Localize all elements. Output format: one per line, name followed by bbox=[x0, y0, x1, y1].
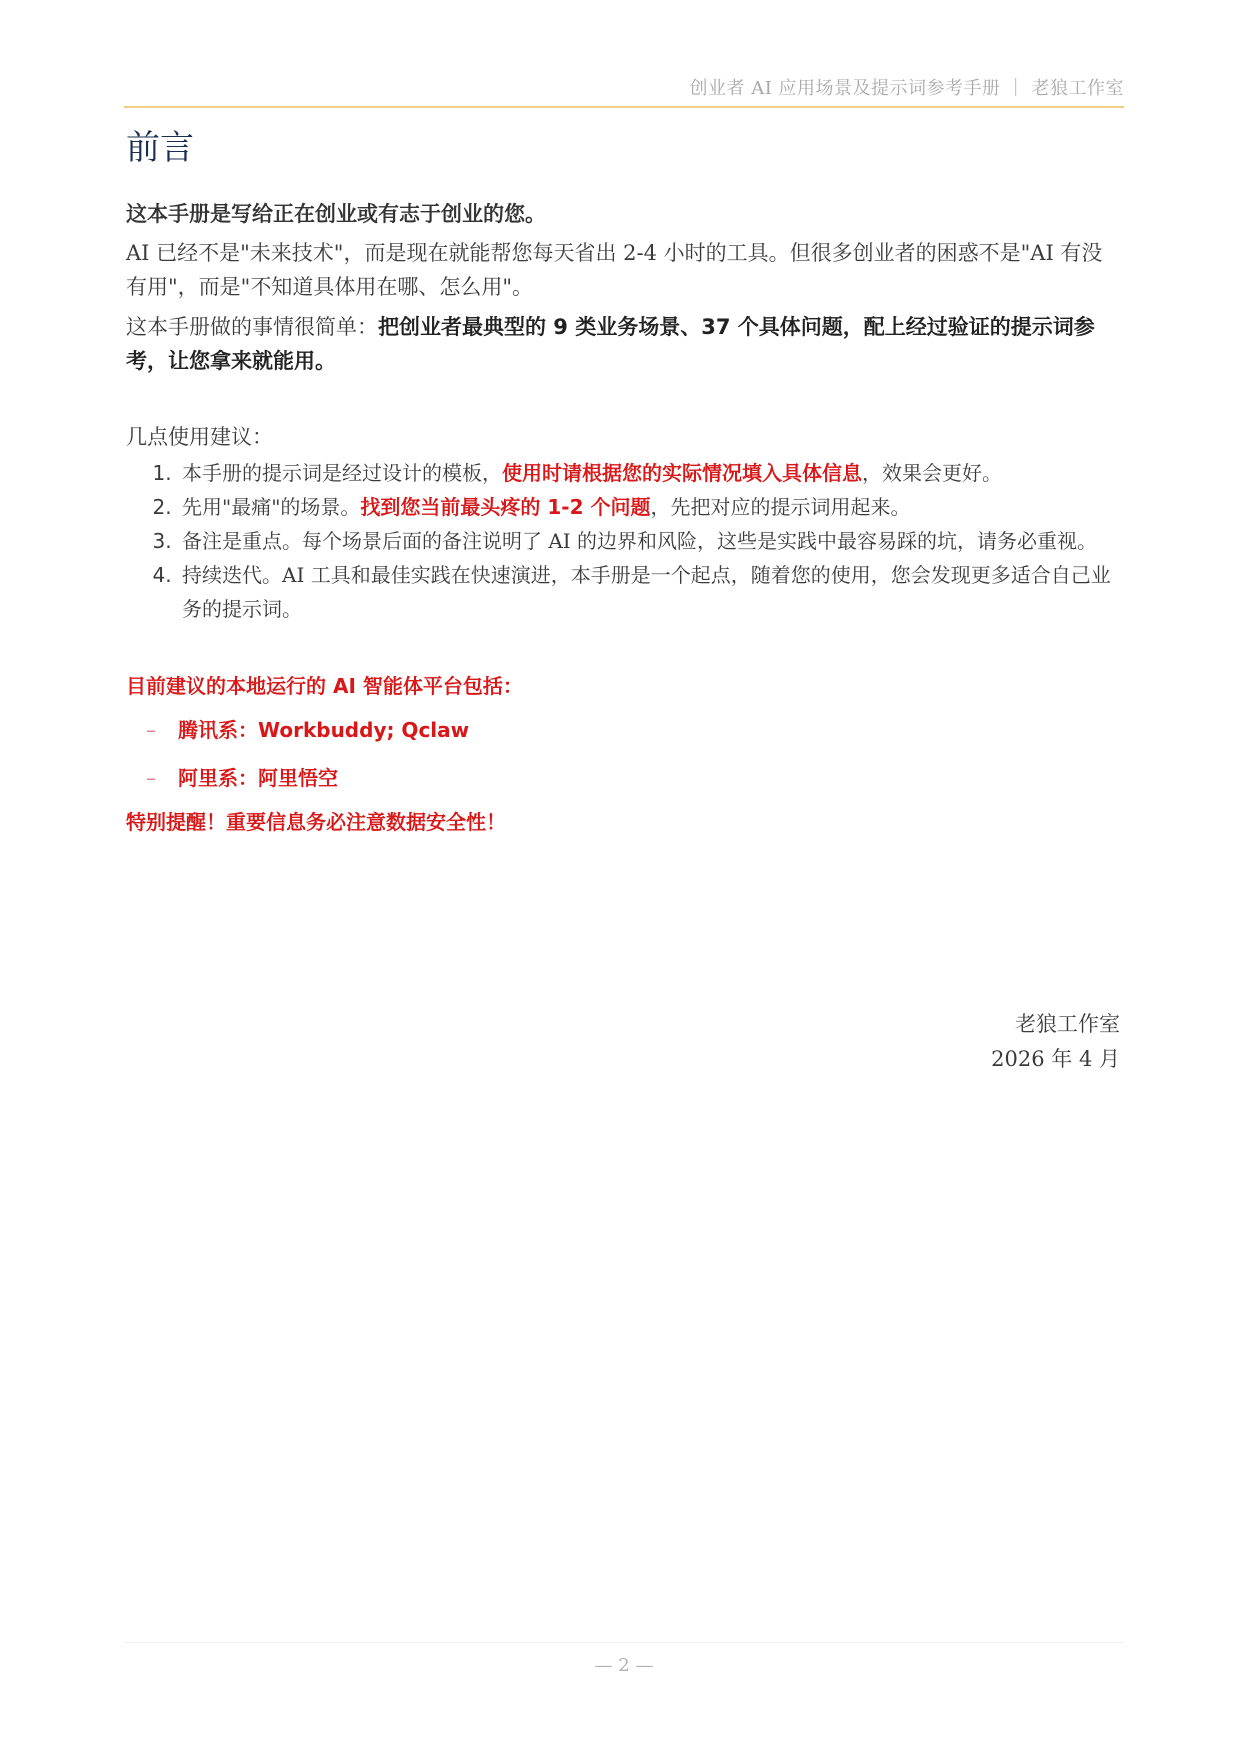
tip-text: 先用"最痛"的场景。 bbox=[182, 495, 361, 519]
signature-block bbox=[124, 1007, 1120, 1077]
signature-date: 2026 年 4 月 bbox=[991, 1047, 1120, 1071]
list-item bbox=[178, 490, 1122, 524]
tip-highlight: 使用时请根据您的实际情况填入具体信息 bbox=[502, 461, 862, 485]
list-item bbox=[178, 558, 1122, 626]
header-divider bbox=[124, 106, 1124, 108]
dash-bullet-icon: – bbox=[146, 718, 156, 742]
signature-author: 老狼工作室 bbox=[1015, 1012, 1120, 1036]
tip-text-after: ，效果会更好。 bbox=[862, 461, 1002, 485]
tip-text-after: ，先把对应的提示词用起来。 bbox=[650, 495, 911, 519]
tips-list bbox=[126, 456, 1122, 626]
dash-bullet-icon: – bbox=[146, 766, 156, 790]
running-header: 创业者 AI 应用场景及提示词参考手册 ｜ 老狼工作室 bbox=[689, 78, 1124, 99]
tip-highlight: 找到您当前最头疼的 1-2 个问题 bbox=[360, 495, 651, 519]
list-item bbox=[178, 456, 1122, 490]
tip-text: 本手册的提示词是经过设计的模板， bbox=[182, 461, 502, 485]
intro-paragraph-2 bbox=[126, 310, 1122, 378]
footer-divider bbox=[124, 1642, 1124, 1643]
list-item bbox=[126, 714, 1122, 746]
platforms-heading: 目前建议的本地运行的 AI 智能体平台包括： bbox=[126, 674, 523, 698]
platform-text: 阿里系：阿里悟空 bbox=[178, 766, 338, 790]
lead-sentence: 这本手册是写给正在创业或有志于创业的您。 bbox=[126, 202, 546, 226]
intro-paragraph-1: AI 已经不是"未来技术"，而是现在就能帮您每天省出 2-4 小时的工具。但很多创业者的困惑不是"AI 有没有用"，而是"不知道具体用在哪、怎么用"。 bbox=[126, 241, 1103, 299]
preface-content bbox=[126, 120, 1122, 838]
page-number: — 2 — bbox=[594, 1655, 654, 1676]
intro-paragraph-2-bold: 把创业者最典型的 9 类业务场景、37 个具体问题，配上经过验证的提示词参考，让您拿来就能用。 bbox=[126, 315, 1095, 373]
platforms-list bbox=[126, 714, 1122, 794]
security-warning: 特别提醒！重要信息务必注意数据安全性！ bbox=[126, 810, 506, 834]
tip-text: 持续迭代。AI 工具和最佳实践在快速演进，本手册是一个起点，随着您的使用，您会发现更多适合自己业务的提示词。 bbox=[182, 563, 1111, 621]
tip-text: 备注是重点。每个场景后面的备注说明了 AI 的边界和风险，这些是实践中最容易踩的坑，请务必重视。 bbox=[182, 529, 1098, 553]
intro-paragraph-2-prefix: 这本手册做的事情很简单： bbox=[126, 315, 378, 339]
list-item bbox=[178, 524, 1122, 558]
tips-heading: 几点使用建议： bbox=[126, 425, 273, 449]
page-title: 前言 bbox=[126, 128, 194, 168]
platform-text: 腾讯系：Workbuddy; Qclaw bbox=[178, 718, 470, 742]
list-item bbox=[126, 762, 1122, 794]
